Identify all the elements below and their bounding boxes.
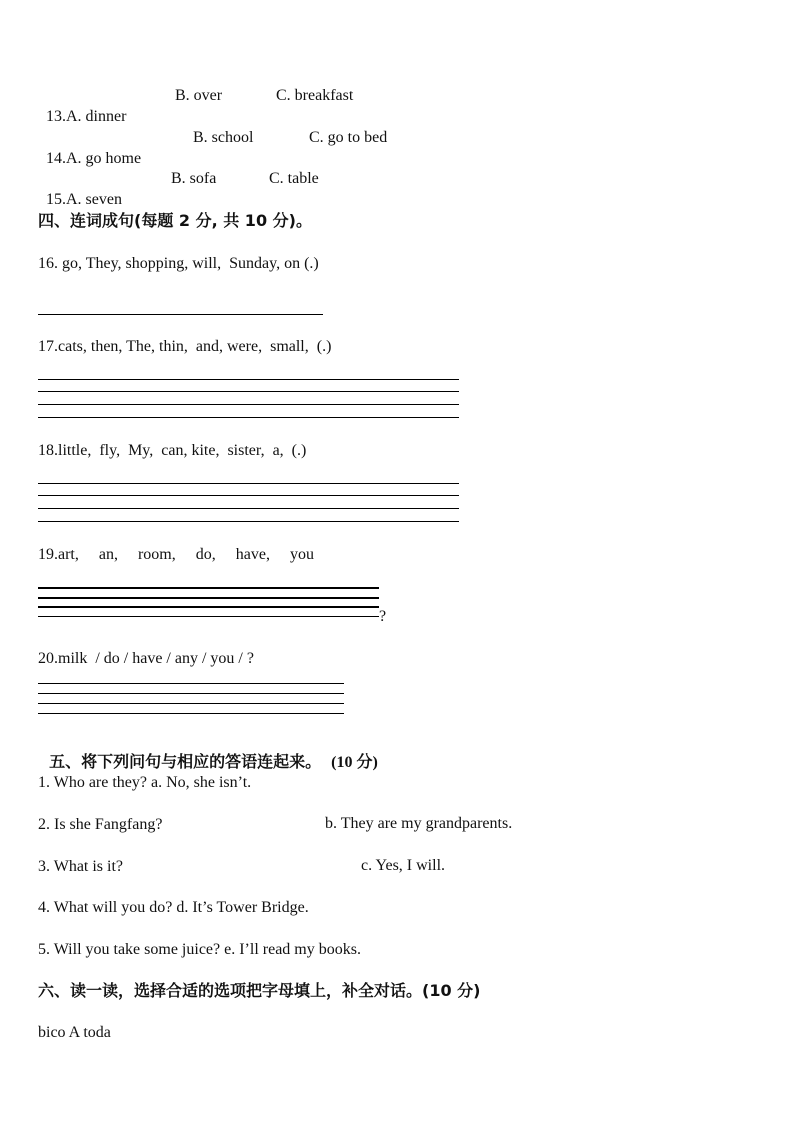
- question-20: 20.milk / do / have / any / you / ?: [38, 650, 254, 667]
- mc-row-13: [38, 87, 126, 127]
- answer-line[interactable]: [38, 616, 379, 617]
- question-18: 18.little, fly, My, can, kite, sister, a, (.): [38, 442, 307, 459]
- answer-line[interactable]: [38, 683, 344, 684]
- answer-line[interactable]: [38, 587, 379, 589]
- answer-line[interactable]: [38, 391, 459, 392]
- answer-line[interactable]: [38, 521, 459, 522]
- section-5-title-text: 五、将下列问句与相应的答语连起来。: [49, 752, 322, 771]
- mc-option-b: B. school: [193, 129, 254, 146]
- match-line-4: 4. What will you do? d. It’s Tower Bridge.: [38, 899, 309, 916]
- answer-line[interactable]: [38, 508, 459, 509]
- answer-line[interactable]: [38, 483, 459, 484]
- match-line-3: 3. What is it?: [38, 858, 124, 875]
- question-mark: ?: [379, 608, 387, 625]
- section-5-points: (10 分): [331, 754, 378, 771]
- answer-line[interactable]: [38, 597, 379, 599]
- answer-line[interactable]: [38, 606, 379, 608]
- mc-option-a: A. dinner: [66, 108, 127, 125]
- answer-line[interactable]: [38, 314, 323, 315]
- section-6-text: bico A toda: [38, 1024, 111, 1041]
- question-16: 16. go, They, shopping, will, Sunday, on (.): [38, 255, 319, 272]
- match-line-1: 1. Who are they? a. No, she isn’t.: [38, 774, 252, 791]
- mc-option-a: A. go home: [66, 150, 142, 167]
- mc-option-b: B. over: [175, 87, 223, 104]
- answer-line[interactable]: [38, 417, 459, 418]
- mc-option-c: C. table: [269, 170, 319, 187]
- match-answer-c: c. Yes, I will.: [361, 857, 446, 874]
- mc-number: 14.: [46, 150, 66, 167]
- answer-line[interactable]: [38, 495, 459, 496]
- mc-row-14: [38, 129, 141, 169]
- mc-option-c: C. breakfast: [276, 87, 354, 104]
- mc-option-b: B. sofa: [171, 170, 217, 187]
- question-17: 17.cats, then, The, thin, and, were, small, (.): [38, 338, 332, 355]
- section-4-title: 四、连词成句(每题 2 分, 共 10 分)。: [38, 211, 312, 230]
- match-answer-b: b. They are my grandparents.: [325, 815, 513, 832]
- match-line-2: 2. Is she Fangfang?: [38, 816, 163, 833]
- section-6-title: 六、读一读，选择合适的选项把字母填上，补全对话。(10 分): [38, 981, 481, 1000]
- match-line-5: 5. Will you take some juice? e. I’ll read my books.: [38, 941, 361, 958]
- answer-line[interactable]: [38, 404, 459, 405]
- mc-row-15: [38, 170, 122, 210]
- answer-line[interactable]: [38, 703, 344, 704]
- answer-line[interactable]: [38, 693, 344, 694]
- answer-line[interactable]: [38, 713, 344, 714]
- answer-line[interactable]: [38, 379, 459, 380]
- mc-option-a: A. seven: [66, 191, 122, 208]
- question-19: 19.art, an, room, do, have, you: [38, 546, 314, 563]
- mc-number: 15.: [46, 191, 66, 208]
- mc-option-c: C. go to bed: [309, 129, 388, 146]
- mc-number: 13.: [46, 108, 66, 125]
- section-5-title: [38, 732, 378, 773]
